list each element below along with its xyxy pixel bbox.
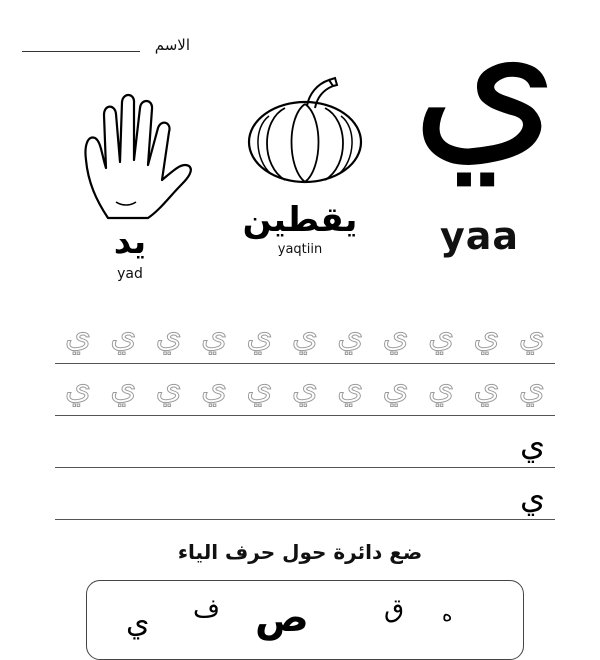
- choice-letter[interactable]: ي: [126, 605, 150, 640]
- choice-letter[interactable]: ف: [193, 594, 220, 624]
- trace-letter[interactable]: ي: [518, 315, 546, 355]
- trace-row-1: [58, 315, 552, 355]
- hand-icon: [78, 90, 193, 225]
- trace-letter[interactable]: ي: [291, 315, 319, 355]
- trace-letter[interactable]: ي: [110, 367, 137, 407]
- trace-letter[interactable]: ي: [382, 367, 410, 407]
- trace-letter[interactable]: ي: [337, 367, 364, 407]
- trace-letter[interactable]: ي: [155, 367, 183, 407]
- trace-letter[interactable]: ي: [64, 315, 92, 355]
- trace-letter[interactable]: ي: [337, 315, 364, 355]
- exercise-instruction: ضع دائرة حول حرف الياء: [177, 540, 423, 564]
- writing-line[interactable]: [55, 519, 555, 520]
- word-pumpkin-translit: yaqtiin: [277, 242, 323, 257]
- trace-letter[interactable]: ي: [427, 315, 455, 355]
- model-letter: ي: [520, 478, 546, 516]
- model-letter: ي: [520, 425, 546, 463]
- trace-letter[interactable]: ي: [200, 315, 228, 355]
- trace-letter[interactable]: ي: [427, 367, 455, 407]
- trace-letter[interactable]: ي: [291, 367, 319, 407]
- name-label: الاسم: [154, 36, 190, 54]
- writing-line[interactable]: [55, 467, 555, 468]
- choice-letter[interactable]: ص: [255, 595, 309, 641]
- trace-letter[interactable]: ي: [155, 315, 183, 355]
- trace-letter[interactable]: ي: [246, 367, 273, 407]
- trace-letter[interactable]: ي: [382, 315, 410, 355]
- trace-letter[interactable]: ي: [246, 315, 273, 355]
- trace-letter[interactable]: ي: [64, 367, 92, 407]
- word-pumpkin: يقطين: [242, 200, 358, 240]
- word-hand: يد: [113, 222, 147, 262]
- word-hand-translit: yad: [117, 266, 143, 282]
- writing-line: [55, 363, 555, 364]
- letter-transliteration: yaa: [440, 214, 520, 258]
- trace-row-2: [58, 367, 552, 407]
- trace-letter[interactable]: ي: [473, 367, 500, 407]
- trace-letter[interactable]: ي: [473, 315, 500, 355]
- featured-letter: ي: [410, 0, 560, 185]
- choice-letter[interactable]: ه: [442, 602, 453, 626]
- writing-line: [55, 415, 555, 416]
- pumpkin-icon: [245, 76, 365, 188]
- trace-letter[interactable]: ي: [200, 367, 228, 407]
- choice-letter[interactable]: ق: [384, 594, 405, 624]
- trace-letter[interactable]: ي: [518, 367, 546, 407]
- trace-letter[interactable]: ي: [110, 315, 137, 355]
- name-write-line[interactable]: [22, 51, 140, 52]
